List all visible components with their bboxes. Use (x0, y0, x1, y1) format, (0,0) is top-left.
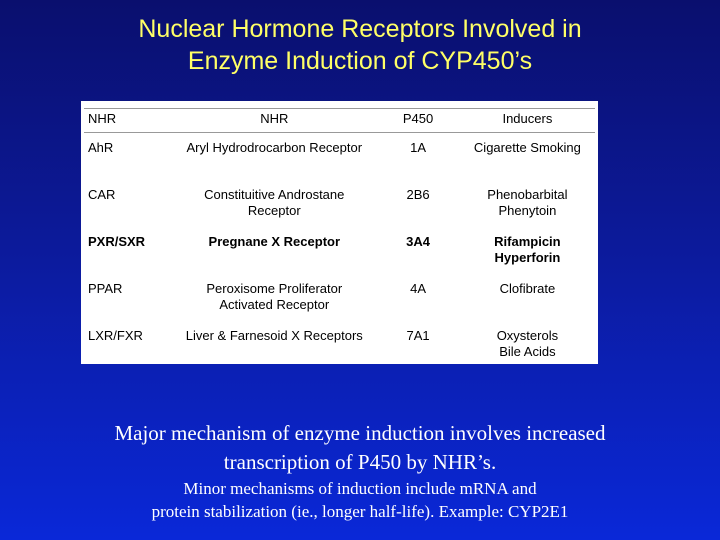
table-row (84, 274, 595, 321)
cell-nhr-abbrev (84, 321, 172, 368)
cell-text: Clofibrate (499, 281, 556, 296)
header-nhr-abbrev: NHR (84, 109, 172, 133)
cell-text: 3A4 (406, 234, 431, 249)
cell-text: PXR/SXR (88, 234, 146, 249)
minor-mechanism-line-1: Minor mechanisms of induction include mRNA and (183, 479, 537, 498)
cell-text: 2B6 (406, 187, 430, 202)
cell-inducers (460, 227, 595, 274)
cell-p450 (376, 274, 459, 321)
major-mechanism-text (0, 419, 720, 477)
cell-text: Hyperforin (494, 250, 561, 265)
cell-text: Activated Receptor (219, 297, 330, 312)
header-p450: P450 (376, 109, 459, 133)
cell-inducers (460, 321, 595, 368)
cell-inducers (460, 274, 595, 321)
cell-nhr-name (172, 227, 376, 274)
cell-nhr-abbrev (84, 180, 172, 227)
cell-text: Liver & Farnesoid X Receptors (185, 328, 363, 343)
cell-text: Phenobarbital (487, 187, 568, 202)
cell-nhr-name (172, 321, 376, 368)
cell-text: Receptor (247, 203, 301, 218)
cell-text: PPAR (88, 281, 123, 296)
title-line-2: Enzyme Induction of CYP450’s (187, 47, 533, 75)
cell-text: Cigarette Smoking (473, 140, 581, 155)
table-row (84, 133, 595, 181)
header-inducers: Inducers (460, 109, 595, 133)
slide-title (0, 13, 720, 77)
table-row (84, 180, 595, 227)
title-line-1: Nuclear Hormone Receptors Involved in (138, 15, 582, 43)
cell-text: LXR/FXR (88, 328, 143, 343)
cell-text: 7A1 (406, 328, 430, 343)
cell-inducers (460, 133, 595, 181)
table-row-highlighted (84, 227, 595, 274)
cell-nhr-abbrev (84, 274, 172, 321)
cell-nhr-abbrev (84, 227, 172, 274)
table-row (84, 321, 595, 368)
header-nhr-name: NHR (172, 109, 376, 133)
cell-text: Rifampicin (494, 234, 561, 249)
cell-text: AhR (88, 140, 114, 155)
cell-text: Peroxisome Proliferator (206, 281, 343, 296)
major-mechanism-line-1: Major mechanism of enzyme induction involves increased (114, 421, 606, 445)
minor-mechanism-line-2: protein stabilization (ie., longer half-life). Example: CYP2E1 (151, 502, 569, 521)
cell-p450 (376, 133, 459, 181)
cell-nhr-abbrev (84, 133, 172, 181)
table-header-row (84, 109, 595, 133)
cell-p450 (376, 321, 459, 368)
cell-p450 (376, 180, 459, 227)
major-mechanism-line-2: transcription of P450 by NHR’s. (223, 450, 497, 474)
cell-text: 1A (410, 140, 427, 155)
cell-p450 (376, 227, 459, 274)
cell-text: Pregnane X Receptor (208, 234, 341, 249)
cell-text: Phenytoin (498, 203, 557, 218)
receptor-table-panel (81, 101, 598, 364)
cell-text: Constituitive Androstane (204, 187, 345, 202)
cell-text: Oxysterols (496, 328, 559, 343)
cell-inducers (460, 180, 595, 227)
cell-nhr-name (172, 133, 376, 181)
receptor-table (84, 108, 595, 368)
cell-text: Bile Acids (499, 344, 556, 359)
cell-nhr-name (172, 274, 376, 321)
cell-nhr-name (172, 180, 376, 227)
cell-text: Aryl Hydrodrocarbon Receptor (186, 140, 363, 155)
cell-text: 4A (410, 281, 427, 296)
cell-text: CAR (88, 187, 116, 202)
minor-mechanism-text (0, 477, 720, 523)
